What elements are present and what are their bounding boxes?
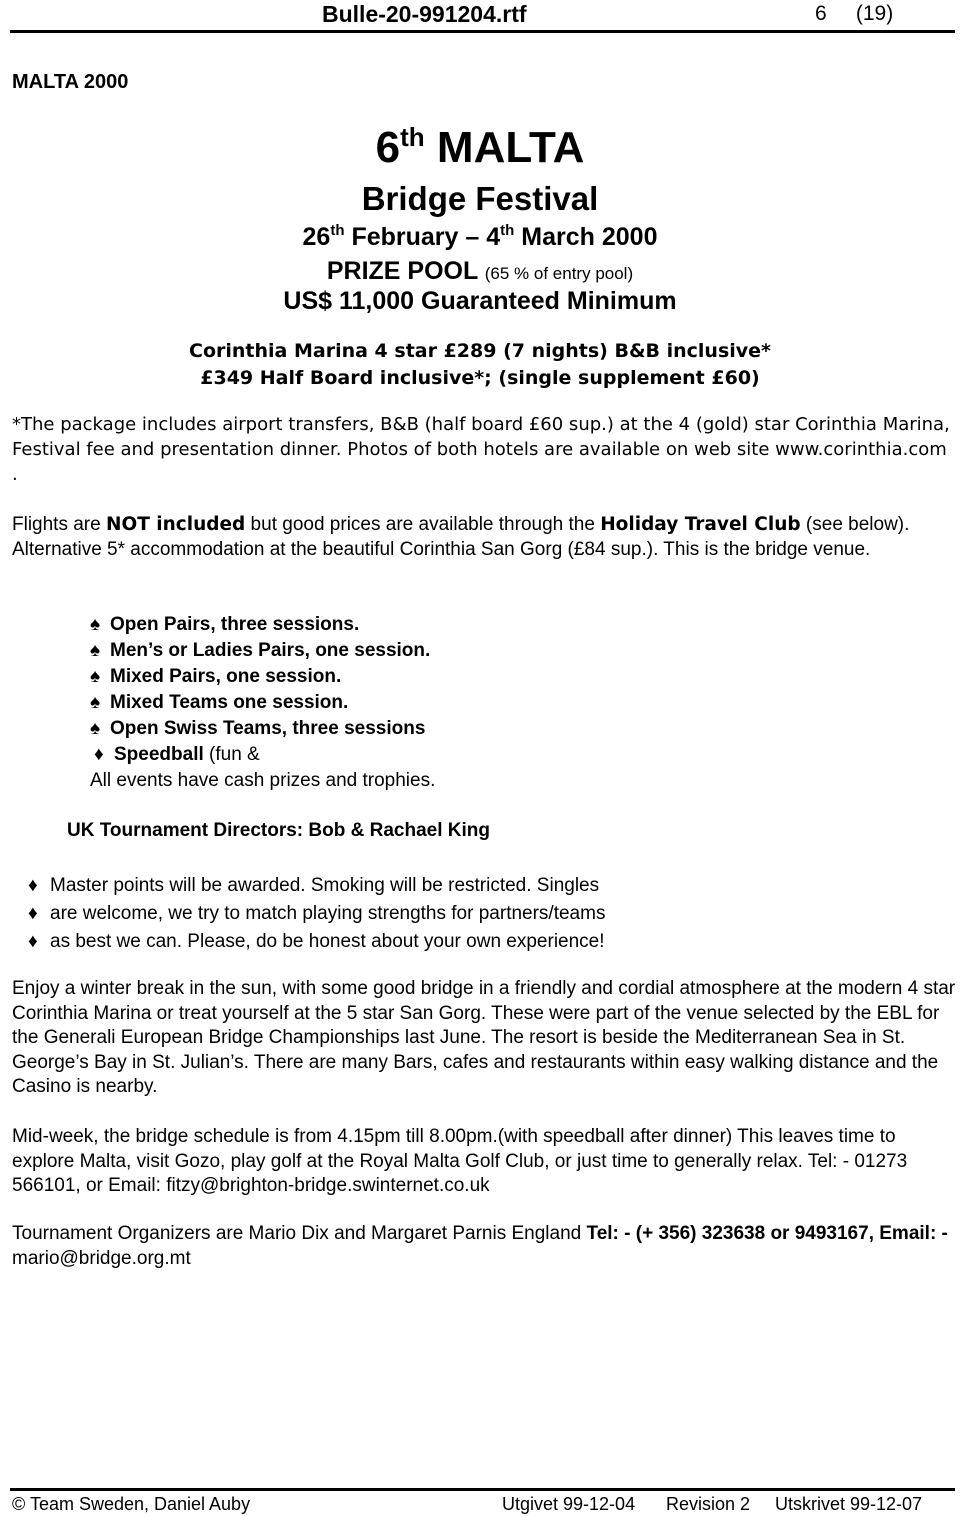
spade-icon: ♠ xyxy=(90,692,101,713)
spade-icon: ♠ xyxy=(90,666,101,687)
flights-text-3: (see below). Alternative 5* accommodation at the beautiful Corinthia San Gorg (£84 sup.). This is the bridge venue. xyxy=(12,514,910,560)
organizers-text: Tournament Organizers are Mario Dix and Margaret Parnis England xyxy=(12,1223,587,1244)
date-end-ordinal: th xyxy=(500,222,515,239)
footer-copyright: © Team Sweden, Daniel Auby xyxy=(12,1494,251,1514)
diamond-icon: ♦ xyxy=(94,744,104,765)
spade-icon: ♠ xyxy=(90,640,101,661)
document-filename: Bulle-20-991204.rtf xyxy=(322,1,527,27)
footer-issued: Utgivet 99-12-04 xyxy=(502,1494,636,1514)
holiday-travel-club: Holiday Travel Club xyxy=(600,514,801,535)
event-label: Mixed Pairs, one session. xyxy=(110,666,342,687)
list-item xyxy=(90,612,435,638)
events-list xyxy=(90,612,435,794)
prize-pool-note: (65 % of entry pool) xyxy=(484,264,634,283)
guarantee-line: US$ 11,000 Guaranteed Minimum xyxy=(283,287,677,315)
diamond-icon: ♦ xyxy=(28,931,38,952)
list-item xyxy=(28,872,605,900)
speedball-note: (fun & xyxy=(203,744,260,765)
diamond-icon: ♦ xyxy=(28,875,38,896)
flights-text-2: but good prices are available through the xyxy=(245,514,601,535)
event-label: Open Pairs, three sessions. xyxy=(110,614,360,635)
date-mid: February – 4 xyxy=(344,223,501,251)
title-number: 6 xyxy=(375,123,401,172)
events-prizes-note: All events have cash prizes and trophies. xyxy=(90,770,436,791)
festival-subtitle: Bridge Festival xyxy=(361,180,599,217)
festival-dates xyxy=(0,220,960,254)
spade-icon: ♠ xyxy=(90,718,101,739)
festival-title xyxy=(0,120,960,176)
tournament-directors: UK Tournament Directors: Bob & Rachael King xyxy=(67,820,490,841)
bullet-text: Master points will be awarded. Smoking will be restricted. Singles xyxy=(50,875,600,896)
price-line-2: £349 Half Board inclusive*; (single supplement £60) xyxy=(200,367,760,389)
package-note: *The package includes airport transfers, B&B (half board £60 sup.) at the 4 (gold) star Corinthia Marina, Festival fee and presentation dinner. Photos of both hotels are available on web site www.corinthia.com . xyxy=(12,414,950,485)
bullet-text: as best we can. Please, do be honest about your own experience! xyxy=(50,931,605,952)
footer-revision: Revision 2 xyxy=(666,1494,751,1514)
price-line-1: Corinthia Marina 4 star £289 (7 nights) B&B inclusive* xyxy=(189,340,771,362)
spade-icon: ♠ xyxy=(90,614,101,635)
intro-paragraph: Enjoy a winter break in the sun, with some good bridge in a friendly and cordial atmosphere at the modern 4 star Corinthia Marina or treat yourself at the 5 star San Gorg. These were part of the venue selected by the EBL for the Generali European Bridge Championships last June. The resort is beside the Mediterranean Sea in St. George’s Bay in St. Julian’s. There are many Bars, cafes and restaurants within easy walking distance and the Casino is nearby. xyxy=(12,978,956,1097)
list-item xyxy=(90,638,435,664)
header-rule xyxy=(10,30,955,33)
section-label: MALTA 2000 xyxy=(12,71,129,93)
organizers-paragraph xyxy=(12,1222,957,1271)
event-label: Mixed Teams one session. xyxy=(110,692,349,713)
list-item xyxy=(90,716,435,742)
schedule-paragraph: Mid-week, the bridge schedule is from 4.15pm till 8.00pm.(with speedball after dinner) This leaves time to explore Malta, visit Gozo, play golf at the Royal Malta Golf Club, or just time to generally relax. Tel: - 01273 566101, or Email: fitzy@brighton-bridge.swinternet.co.uk xyxy=(12,1126,908,1196)
prize-pool-label: PRIZE POOL xyxy=(326,257,485,285)
date-start-ordinal: th xyxy=(330,222,345,239)
footer-printed: Utskrivet 99-12-07 xyxy=(775,1494,923,1514)
page-number: 6 (19) xyxy=(815,2,894,25)
event-label: Open Swiss Teams, three sessions xyxy=(110,718,426,739)
organizers-email: mario@bridge.org.mt xyxy=(12,1247,191,1269)
event-label: Men’s or Ladies Pairs, one session. xyxy=(110,640,431,661)
date-start: 26 xyxy=(302,223,331,251)
list-item xyxy=(90,742,435,768)
title-ordinal: th xyxy=(400,122,425,152)
flights-paragraph xyxy=(12,512,952,562)
flights-not-included: NOT included xyxy=(105,514,246,535)
diamond-icon: ♦ xyxy=(28,903,38,924)
date-end: March 2000 xyxy=(514,223,658,251)
speedball-label: Speedball xyxy=(114,744,204,765)
footer-rule xyxy=(10,1488,955,1491)
list-item xyxy=(90,664,435,690)
info-bullets xyxy=(28,872,605,956)
list-item xyxy=(90,690,435,716)
title-word: MALTA xyxy=(424,123,585,172)
list-item xyxy=(28,928,605,956)
flights-text-1: Flights are xyxy=(12,514,106,535)
list-item xyxy=(28,900,605,928)
bullet-text: are welcome, we try to match playing strengths for partners/teams xyxy=(50,903,606,924)
organizers-contact: Tel: - (+ 356) 323638 or 9493167, Email: - xyxy=(586,1223,948,1244)
